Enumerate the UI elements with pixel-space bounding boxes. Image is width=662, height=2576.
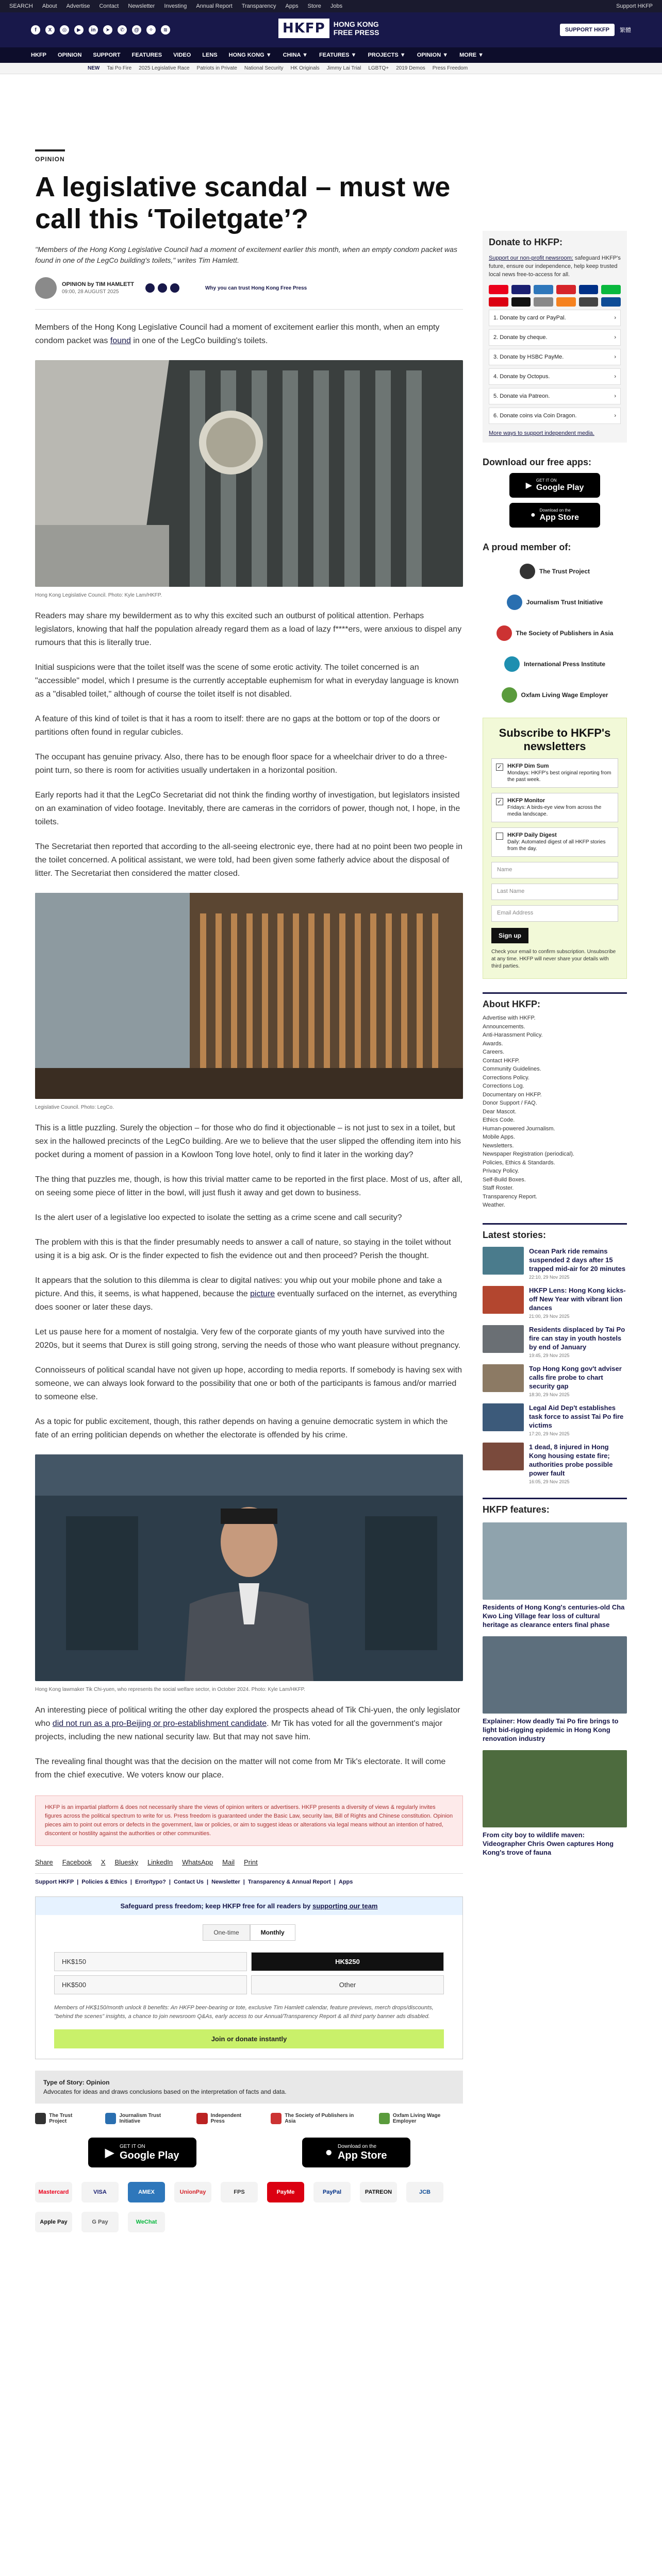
logo-mark: HKFP <box>278 19 329 38</box>
paragraph: The revealing final thought was that the decision on the matter will not come from Mr Tik's electorate. It will come from the chief executive. We voters know our place. <box>35 1757 446 1780</box>
jcb-logo: JCB <box>406 2182 443 2202</box>
sidebar-about <box>483 992 627 1210</box>
feature-story[interactable]: Residents of Hong Kong's centuries-old Cha Kwo Ling Village fear loss of cultural heritage as clearance enters final phase <box>483 1522 627 1629</box>
trending-link[interactable]: Press Freedom <box>432 65 468 71</box>
google-play-badge[interactable]: ▶ GET IT ON Google Play <box>509 473 600 498</box>
donate-heading: Donate to HKFP: <box>489 237 562 247</box>
masthead <box>0 12 662 47</box>
member-logo[interactable]: International Press Institute <box>483 652 627 676</box>
trending-link[interactable]: HK Originals <box>290 65 320 71</box>
sidebar-features <box>483 1498 627 1857</box>
link-investing[interactable]: Investing <box>164 3 187 9</box>
trending-link[interactable]: Jimmy Lai Trial <box>326 65 361 71</box>
about-link[interactable]: Dear Mascot. <box>483 1108 517 1115</box>
oxfam-icon <box>379 2113 390 2124</box>
trending-link[interactable]: Tai Po Fire <box>107 65 132 71</box>
app-store-badge[interactable]: ● Download on the App Store <box>302 2138 410 2167</box>
signup-button[interactable]: Sign up <box>491 928 528 943</box>
about-link[interactable]: Donor Support / FAQ. <box>483 1100 537 1106</box>
story-thumbnail <box>483 1443 524 1470</box>
feature-image <box>483 1522 627 1600</box>
nav-item[interactable]: FEATURES <box>131 52 162 58</box>
footer-link[interactable]: Error/typo? <box>135 1879 166 1885</box>
paypal-logo: PayPal <box>313 2182 351 2202</box>
member-logo[interactable]: Journalism Trust Initiative <box>483 590 627 615</box>
partner-jti[interactable]: Journalism Trust Initiative <box>105 2113 181 2124</box>
more-ways-link[interactable]: More ways to support independent media. <box>489 430 594 436</box>
about-link[interactable]: Advertise with HKFP. <box>483 1015 536 1021</box>
article-standfirst: "Members of the Hong Kong Legislative Council had a moment of excitement earlier this month, when an empty condom packet was found in one of the LegCo building's toilets," writes Tim Hamlett. <box>35 245 457 264</box>
donate-widget <box>35 1896 463 2059</box>
story-type-label: Type of Story: Opinion <box>43 2079 110 2086</box>
apple-icon: ● <box>325 2145 333 2159</box>
partner-trust-project[interactable]: The Trust Project <box>35 2113 90 2124</box>
paragraph: Readers may share my bewilderment as to why this excited such an outburst of political attention. Perhaps legislators, knowing that half the population already regard them as a load of lazy f****ers, were anxious to dispel any rumours that this is literally true. <box>35 612 462 647</box>
paragraph: The Secretariat then reported that according to the all-seeing electronic eye, there had at no point been two people in the toilet concerned. A political assistant, we were told, had been given some fatherly advice about the disposal of litter. The Secretariat then considered the matter closed. <box>35 842 462 878</box>
sopa-icon <box>496 625 512 641</box>
tab-monthly[interactable]: Monthly <box>250 1924 295 1941</box>
patreon-logo: PATREON <box>360 2182 397 2202</box>
fps-logo: FPS <box>221 2182 258 2202</box>
link-about[interactable]: About <box>42 3 57 9</box>
newsletter-option[interactable]: ✓ HKFP Monitor Fridays: A birds-eye view from across the media landscape. <box>491 793 618 822</box>
amount-option[interactable]: HK$500 <box>54 1975 247 1994</box>
paragraph: The thing that puzzles me, though, is how this trivial matter came to be reported in the first place. Most of us, after all, on seeing some piece of litter in the bowl, will just flush it away and get down to business. <box>35 1175 462 1197</box>
feature-story[interactable]: From city boy to wildlife maven: Videographer Chris Owen captures Hong Kong's trove of fauna <box>483 1750 627 1857</box>
latest-story[interactable]: Legal Aid Dep't establishes task force to assist Tai Po fire victims 17:20, 29 Nov 2025 <box>483 1403 627 1436</box>
about-link[interactable]: Awards. <box>483 1040 503 1047</box>
google-play-badge[interactable]: ▶ GET IT ON Google Play <box>88 2138 196 2167</box>
about-link[interactable]: Contact HKFP. <box>483 1057 520 1064</box>
footer-link[interactable]: Newsletter <box>211 1879 240 1885</box>
main-nav <box>0 47 662 63</box>
article-kicker[interactable]: OPINION <box>35 149 65 163</box>
sidebar-apps <box>483 457 627 528</box>
link-support[interactable]: Support HKFP <box>616 3 653 9</box>
trending-link[interactable]: 2019 Demos <box>396 65 425 71</box>
youtube-icon[interactable]: ▶ <box>74 25 84 35</box>
social-icons <box>31 25 170 35</box>
paragraph: An interesting piece of political writing the other day explored the prospects ahead of Tik Chi-yuen, the only legislator who did not run as a pro-Beijing or pro-establishment candidate. Mr Tik has voted for all the government's major projects, including the new national security law. But that may not save him. <box>35 1706 460 1741</box>
paypal-icon <box>579 285 599 294</box>
chevron-right-icon: › <box>614 413 616 419</box>
email-share-icon[interactable] <box>170 283 179 293</box>
about-link[interactable]: Careers. <box>483 1049 505 1055</box>
checkbox-checked-icon[interactable]: ✓ <box>496 764 503 771</box>
picture-link[interactable]: picture <box>250 1290 275 1298</box>
about-link[interactable]: Newspaper Registration (periodical). <box>483 1151 574 1157</box>
wechat-icon <box>601 285 621 294</box>
byline-share <box>145 283 179 293</box>
donate-widget-heading: Safeguard press freedom; keep HKFP free for all readers by supporting our team <box>36 1897 462 1915</box>
support-newsroom-link[interactable]: Support our non-profit newsroom: <box>489 255 573 261</box>
nav-item[interactable]: CHINA ▼ <box>283 52 308 58</box>
footer-link[interactable]: Transparency & Annual Report <box>247 1879 331 1885</box>
trending-link[interactable]: 2025 Legislative Race <box>139 65 190 71</box>
sopa-icon <box>271 2113 282 2124</box>
latest-story[interactable]: HKFP Lens: Hong Kong kicks-off New Year with vibrant lion dances 21:00, 29 Nov 2025 <box>483 1286 627 1319</box>
member-logo[interactable]: Oxfam Living Wage Employer <box>483 683 627 707</box>
donate-option[interactable]: 6. Donate coins via Coin Dragon. › <box>489 408 621 424</box>
amount-option-other[interactable]: Other <box>251 1975 444 1994</box>
byline <box>35 277 463 310</box>
wechat-pay-logo: WeChat <box>128 2212 165 2232</box>
google-pay-icon <box>534 297 553 307</box>
article-title: A legislative scandal – must we call this ‘Toiletgate’? <box>35 172 451 234</box>
feature-story[interactable]: Explainer: How deadly Tai Po fire brings to light bid-rigging epidemic in Hong Kong renovation industry <box>483 1636 627 1743</box>
latest-story[interactable]: Ocean Park ride remains suspended 2 days after 15 trapped mid-air for 20 minutes 22:10, 29 Nov 2025 <box>483 1247 627 1280</box>
latest-story[interactable]: Residents displaced by Tai Po fire can stay in youth hostels by end of January 19:45, 29 Nov 2025 <box>483 1325 627 1358</box>
newsletter-option[interactable]: ✓ HKFP Dim Sum Mondays: HKFP's best original reporting from the past week. <box>491 758 618 788</box>
latest-heading: Latest stories: <box>483 1229 547 1240</box>
nav-item[interactable]: MORE ▼ <box>459 52 484 58</box>
about-link[interactable]: Staff Roster. <box>483 1185 514 1191</box>
newsletter-signup <box>483 718 627 979</box>
about-link[interactable]: Self-Build Boxes. <box>483 1176 526 1183</box>
about-link[interactable]: Privacy Policy. <box>483 1168 519 1174</box>
link-advertise[interactable]: Advertise <box>66 3 90 9</box>
trust-project-icon <box>520 564 535 579</box>
paragraph: Let us pause here for a moment of nostalgia. Very few of the corporate giants of my youth have survived into the 2020s, but it seems that Durex is still going strong, serving the needs of those who want pleasure without pregnancy. <box>35 1328 461 1350</box>
visa-logo: VISA <box>81 2182 119 2202</box>
oxfam-icon <box>502 687 517 703</box>
paragraph: It appears that the solution to this dilemma is clear to digital natives: you whip out your mobile phone and take a picture. And this, it seems, is what happened, because the picture eventually surfaced on the internet, as everything does sooner or later these days. <box>35 1276 457 1312</box>
subscribe-note: Check your email to confirm subscription. Unsubscribe at any time. HKFP will never share your details with third parties. <box>491 949 616 969</box>
chevron-right-icon: › <box>614 374 616 380</box>
photo-caption: Legislative Council. Photo: LegCo. <box>35 1105 114 1110</box>
amount-option[interactable]: HK$150 <box>54 1952 247 1971</box>
share-label: Share <box>35 1858 53 1866</box>
trending-link[interactable]: Patriots in Private <box>196 65 237 71</box>
nav-item[interactable]: SUPPORT <box>93 52 121 58</box>
app-store-badge[interactable]: ● Download on the App Store <box>509 503 600 528</box>
rss-icon[interactable]: ≋ <box>161 25 170 35</box>
new-label: NEW <box>88 65 100 71</box>
whatsapp-icon[interactable]: ✆ <box>118 25 127 35</box>
donate-option[interactable]: 2. Donate by cheque. › <box>489 329 621 346</box>
article <box>35 149 463 2232</box>
paragraph: A feature of this kind of toilet is that it has a room to itself: there are no gaps at the bottom or top of the doors or partitions often found in regular cubicles. <box>35 715 440 737</box>
partner-sopa[interactable]: The Society of Publishers in Asia <box>271 2113 363 2124</box>
independent-press-icon <box>196 2113 207 2124</box>
share-mail[interactable]: Mail <box>222 1858 235 1866</box>
story-type-box <box>35 2071 463 2104</box>
jti-icon <box>105 2113 116 2124</box>
photo-legco-interior <box>35 893 463 1110</box>
sidebar-donate <box>483 231 627 443</box>
nav-item[interactable]: VIDEO <box>173 52 191 58</box>
linkedin-icon[interactable]: in <box>89 25 98 35</box>
author-name[interactable]: OPINION by TIM HAMLETT <box>62 281 134 287</box>
share-bluesky[interactable]: Bluesky <box>114 1858 138 1866</box>
paragraph: Connoisseurs of political scandal have not given up hope, according to media reports. If somebody is having sex with someone, we can always look forward to the possibility that one or both of the participants is famous and/or married to someone else. <box>35 1366 462 1401</box>
feature-image <box>483 1636 627 1714</box>
share-whatsapp[interactable]: WhatsApp <box>182 1858 213 1866</box>
nav-item[interactable]: OPINION <box>57 52 82 58</box>
nav-item[interactable]: HONG KONG ▼ <box>228 52 272 58</box>
about-link[interactable]: Newsletters. <box>483 1142 514 1149</box>
nav-item[interactable]: FEATURES ▼ <box>319 52 357 58</box>
paragraph: This is a little puzzling. Surely the objection – for those who do find it objectionable – is not just to sex in a toilet, but sex in the hallowed precincts of the LegCo building. Are we to believe that the user slipped the offending item into his pocket during a moment of passion in a Kowloon Tong love hotel, only to find it later in the working day? <box>35 1124 461 1159</box>
story-thumbnail <box>483 1247 524 1275</box>
paragraph: Is the alert user of a legislative loo expected to isolate the setting as a crime scene and call security? <box>35 1213 402 1222</box>
about-link[interactable]: Weather. <box>483 1202 505 1208</box>
trending-link[interactable]: LGBTQ+ <box>368 65 389 71</box>
about-link[interactable]: Corrections Log. <box>483 1083 524 1089</box>
paragraph: Initial suspicions were that the toilet itself was the scene of some erotic activity. The toilet concerned is an "accessible" model, which I presume is the currently acceptable euphemism for what in everyday language is known as a "disabled toilet," although of course the toilet itself is not disabled. <box>35 663 459 699</box>
support-hkfp-button[interactable]: SUPPORT HKFP <box>560 24 615 36</box>
ipi-icon <box>504 656 520 672</box>
visa-icon <box>511 285 531 294</box>
unionpay-logo: UnionPay <box>174 2182 211 2202</box>
paragraph: Early reports had it that the LegCo Secretariat did not think the finding worthy of investigation, but legislators insisted on an examination of video footage. Inevitably, there are cameras in the corridors of power, though not, I hope, in the toilets. <box>35 791 460 826</box>
feature-image <box>483 1750 627 1827</box>
member-logo[interactable]: The Trust Project <box>483 559 627 584</box>
article-footer-links: Support HKFP | Policies & Ethics | Error/typo? | Contact Us | Newsletter | Transparency & Annual Report | Apps <box>35 1879 353 1885</box>
partner-oxfam[interactable]: Oxfam Living Wage Employer <box>379 2113 463 2124</box>
chevron-right-icon: › <box>614 393 616 399</box>
facebook-share-icon[interactable] <box>145 283 155 293</box>
apple-pay-logo: Apple Pay <box>35 2212 72 2232</box>
editorial-notice: HKFP is an impartial platform & does not necessarily share the views of opinion writers or advertisers. HKFP presents a diversity of views & regularly invites figures across the political spectrum to write for us. Press freedom is guaranteed under the Basic Law, security law, Bill of Rights and Chinese constitution. Opinion pieces aim to point out errors or defects in the government, law or policies, or aim to suggest ideas or alterations via legal means without an intention of hatred, discontent or hostility against the authorities or other communities. <box>35 1795 463 1846</box>
author-avatar[interactable] <box>35 277 57 299</box>
sidebar <box>483 225 627 1857</box>
email-input[interactable]: Email Address <box>491 905 618 922</box>
menu-search[interactable]: SEARCH <box>9 3 33 9</box>
link-jobs[interactable]: Jobs <box>330 3 343 9</box>
paragraph: Members of the Hong Kong Legislative Council had a moment of excitement earlier this month, when an empty condom packet was found in one of the LegCo building's toilets. <box>35 323 440 345</box>
paragraph: The problem with this is that the finder presumably needs to answer a call of nature, so staying in the toilet without using it is a big ask. Or is the finder expected to fish the evidence out and then proceed? Perish the thought. <box>35 1238 451 1260</box>
apple-icon: ● <box>530 511 536 519</box>
nav-item[interactable]: LENS <box>202 52 218 58</box>
legco-building-image <box>35 360 463 587</box>
tab-one-time[interactable]: One-time <box>203 1924 250 1941</box>
name-input[interactable]: Name <box>491 862 618 878</box>
tik-chi-yuen-image <box>35 1454 463 1681</box>
donate-option[interactable]: 3. Donate by HSBC PayMe. › <box>489 349 621 365</box>
link-transparency[interactable]: Transparency <box>241 3 276 9</box>
link-store[interactable]: Store <box>307 3 321 9</box>
bluesky-icon[interactable]: ✧ <box>146 25 156 35</box>
amount-option-selected[interactable]: HK$250 <box>251 1952 444 1971</box>
trending-link[interactable]: National Security <box>244 65 284 71</box>
partner-independent-press[interactable]: Independent Press <box>196 2113 255 2124</box>
apple-pay-icon <box>511 297 531 307</box>
amex-logo: AMEX <box>128 2182 165 2202</box>
utility-bar <box>0 0 662 12</box>
share-facebook[interactable]: Facebook <box>62 1858 92 1866</box>
app-store-badges <box>35 2138 463 2167</box>
footer-link[interactable]: Apps <box>338 1879 353 1885</box>
membership-benefits: Members of HK$150/month unlock 8 benefits: An HKFP beer-bearing or tote, exclusive Tim Hamlett calendar, feature previews, merch drops/discounts, "behind the scenes" insights, a chance to join newsroom Q&As, early access to our Annual/Transparency Report & all third party banner ads disabled. <box>54 2005 434 2020</box>
masthead-actions <box>560 24 631 36</box>
trending-bar <box>0 63 662 74</box>
about-link[interactable]: Mobile Apps. <box>483 1134 515 1140</box>
link-annual-report[interactable]: Annual Report <box>196 3 233 9</box>
link-contact[interactable]: Contact <box>99 3 119 9</box>
about-link[interactable]: Human-powered Journalism. <box>483 1125 555 1132</box>
publish-date: 09:00, 28 AUGUST 2025 <box>62 289 119 295</box>
language-toggle[interactable]: 繁體 <box>620 27 631 33</box>
latest-story[interactable]: Top Hong Kong gov't adviser calls fire probe to chart security gap 18:30, 29 Nov 2025 <box>483 1364 627 1397</box>
telegram-icon[interactable]: ➤ <box>103 25 112 35</box>
share-x[interactable]: X <box>101 1858 106 1866</box>
about-link[interactable]: Transparency Report. <box>483 1193 537 1200</box>
donate-option[interactable]: 4. Donate by Octopus. › <box>489 368 621 385</box>
trust-project-icon <box>35 2113 46 2124</box>
payment-logos <box>35 2182 463 2232</box>
newsletter-option[interactable]: HKFP Daily Digest Daily: Automated digest of all HKFP stories from the day. <box>491 827 618 857</box>
footer-link[interactable]: Support HKFP <box>35 1879 74 1885</box>
mastercard-logo: Mastercard <box>35 2182 72 2202</box>
mastercard-icon <box>489 285 508 294</box>
share-linkedin[interactable]: LinkedIn <box>147 1858 173 1866</box>
jti-icon <box>507 595 522 610</box>
amex-icon <box>534 285 553 294</box>
last-name-input[interactable]: Last Name <box>491 884 618 900</box>
link-newsletter[interactable]: Newsletter <box>128 3 155 9</box>
about-link[interactable]: Community Guidelines. <box>483 1066 541 1072</box>
octopus-icon <box>556 297 576 307</box>
instagram-icon[interactable]: ◎ <box>60 25 69 35</box>
chevron-right-icon: › <box>614 354 616 360</box>
story-thumbnail <box>483 1325 524 1353</box>
logo-text: HONG KONG FREE PRESS <box>333 20 379 37</box>
frequency-tabs <box>36 1924 462 1941</box>
story-thumbnail <box>483 1364 524 1392</box>
donate-option[interactable]: 1. Donate by card or PayPal. › <box>489 310 621 326</box>
subscribe-heading: Subscribe to HKFP's newsletters <box>499 726 611 753</box>
latest-story[interactable]: 1 dead, 8 injured in Hong Kong housing estate fire; authorities probe possible power fault 16:05, 29 Nov 2025 <box>483 1443 627 1484</box>
support-team-link[interactable]: supporting our team <box>312 1902 378 1910</box>
about-link[interactable]: Corrections Policy. <box>483 1074 529 1081</box>
member-heading: A proud member of: <box>483 542 571 552</box>
chevron-right-icon: › <box>614 315 616 321</box>
about-links <box>483 1014 627 1210</box>
sidebar-members <box>483 542 627 707</box>
story-thumbnail <box>483 1403 524 1431</box>
link-apps[interactable]: Apps <box>285 3 299 9</box>
partner-logos <box>35 2113 463 2124</box>
threads-icon[interactable]: @ <box>132 25 141 35</box>
paragraph: The occupant has genuine privacy. Also, there has to be enough floor space for a wheelchair driver to do a three-point turn, so there is room for activities usually undertaken in a horizontal position. <box>35 753 448 775</box>
about-link[interactable]: Policies, Ethics & Standards. <box>483 1159 555 1166</box>
about-link[interactable]: Anti-Harassment Policy. <box>483 1032 543 1038</box>
sidebar-latest <box>483 1223 627 1484</box>
site-logo[interactable] <box>278 19 379 38</box>
join-donate-button[interactable]: Join or donate instantly <box>54 2029 444 2048</box>
trust-link[interactable]: Why you can trust Hong Kong Free Press <box>205 285 307 291</box>
nav-item[interactable]: OPINION ▼ <box>417 52 449 58</box>
share-print[interactable]: Print <box>243 1858 258 1866</box>
patreon-icon <box>579 297 599 307</box>
google-play-icon: ▶ <box>525 481 532 490</box>
paragraph: As a topic for public excitement, though, this rather depends on having a genuine democratic system in which the fate of an erring politician depends on whether the electorate is offended by his crime. <box>35 1417 448 1439</box>
payme-logo: PayMe <box>267 2182 304 2202</box>
apps-heading: Download our free apps: <box>483 457 592 467</box>
x-icon[interactable]: X <box>45 25 55 35</box>
photo-caption: Hong Kong lawmaker Tik Chi-yuen, who represents the social welfare sector, in October 2024. Photo: Kyle Lam/HKFP. <box>35 1687 305 1692</box>
x-share-icon[interactable] <box>158 283 167 293</box>
about-heading: About HKFP: <box>483 999 540 1009</box>
found-link[interactable]: found <box>110 336 131 345</box>
unionpay-icon <box>556 285 576 294</box>
chevron-right-icon: › <box>614 334 616 341</box>
member-logo[interactable]: The Society of Publishers in Asia <box>483 621 627 646</box>
about-link[interactable]: Announcements. <box>483 1023 525 1030</box>
photo-tik-chi-yuen <box>35 1454 463 1692</box>
story-thumbnail <box>483 1286 524 1314</box>
photo-legco-exterior <box>35 360 463 598</box>
footer-link[interactable]: Policies & Ethics <box>81 1879 127 1885</box>
nav-item[interactable]: HKFP <box>31 52 46 58</box>
footer-link[interactable]: Contact Us <box>173 1879 204 1885</box>
donate-option[interactable]: 5. Donate via Patreon. › <box>489 388 621 404</box>
jcb-icon <box>601 297 621 307</box>
nav-item[interactable]: PROJECTS ▼ <box>368 52 406 58</box>
story-type-text: Advocates for ideas and draws conclusions based on the interpretation of facts and data. <box>43 2088 287 2095</box>
facebook-icon[interactable]: f <box>31 25 40 35</box>
about-link[interactable]: Documentary on HKFP. <box>483 1091 542 1098</box>
candidate-link[interactable]: did not run as a pro-Beijing or pro-establishment candidate <box>52 1719 267 1728</box>
features-heading: HKFP features: <box>483 1504 550 1515</box>
donate-intro: Support our non-profit newsroom: safeguard HKFP's future, ensure our independence, help keep trusted local news free-to-access for all. <box>489 255 621 278</box>
photo-caption: Hong Kong Legislative Council. Photo: Kyle Lam/HKFP. <box>35 592 162 598</box>
share-links <box>35 1858 463 1874</box>
google-play-icon: ▶ <box>105 2145 114 2160</box>
checkbox-checked-icon[interactable]: ✓ <box>496 798 503 805</box>
google-pay-logo: G Pay <box>81 2212 119 2232</box>
about-link[interactable]: Ethics Code. <box>483 1117 515 1123</box>
legco-chamber-image <box>35 893 463 1099</box>
payme-icon <box>489 297 508 307</box>
payment-icons <box>489 285 621 307</box>
checkbox-icon[interactable] <box>496 833 503 840</box>
amount-options <box>36 1941 462 1994</box>
